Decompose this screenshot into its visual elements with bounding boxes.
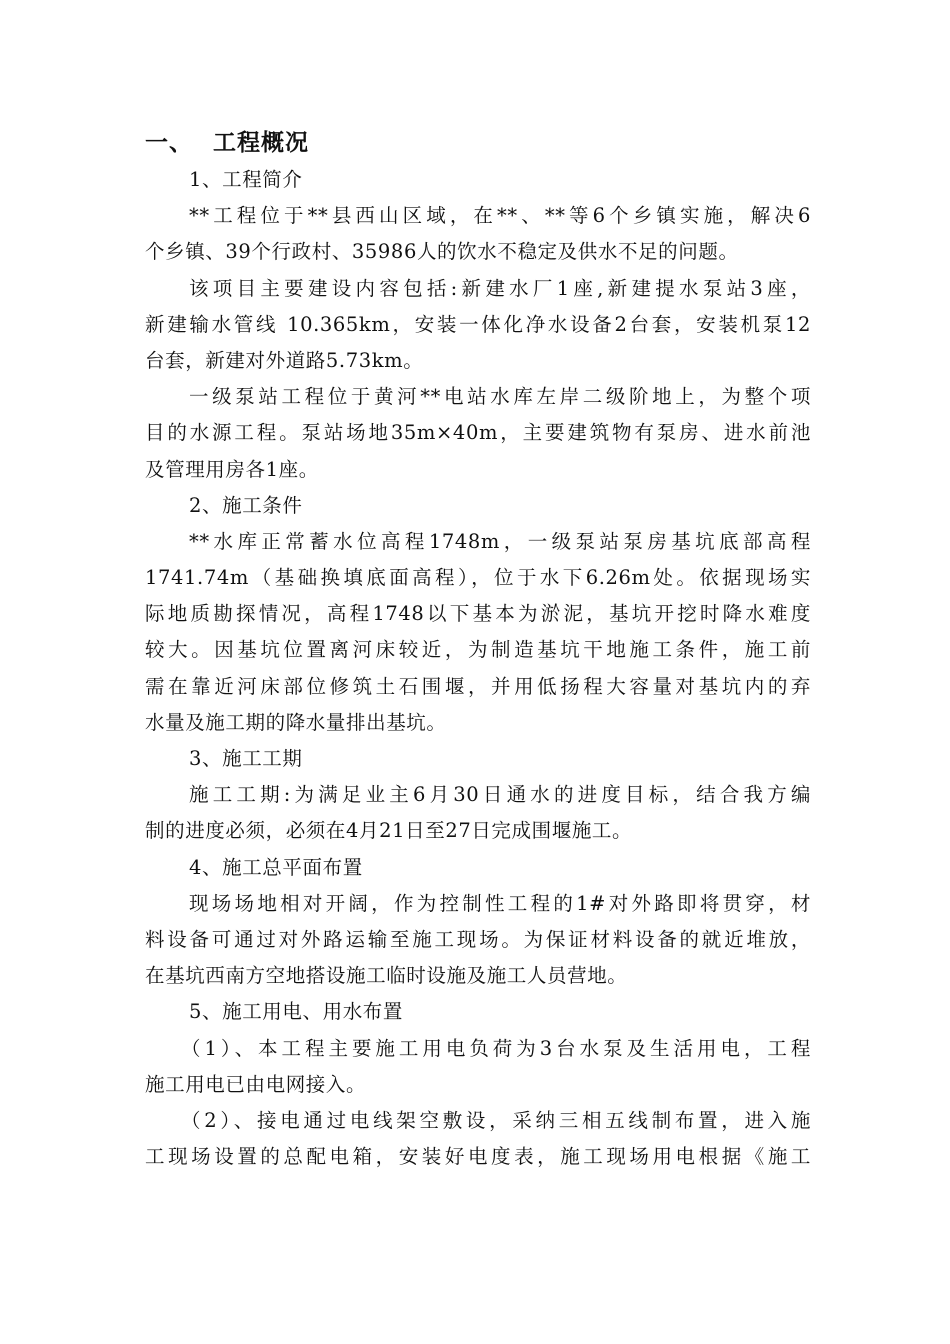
paragraph-period: [145, 777, 811, 849]
text-line: 施工工期:为满足业主6月30日通水的进度目标，结合我方编: [189, 783, 811, 807]
text-line: 1、工程简介: [189, 168, 303, 191]
text-line: 际地质勘探情况，高程1748以下基本为淤泥，基坑开挖时降水难度: [145, 602, 811, 626]
text-line: 新建输水管线 10.365km，安装一体化净水设备2台套，安装机泵12: [145, 312, 811, 336]
paragraph-conditions: [145, 524, 811, 741]
text-line: 需在靠近河床部位修筑土石围堰，并用低扬程大容量对基坑内的弃: [145, 674, 811, 698]
text-line: 施工用电已由电网接入。: [145, 1072, 367, 1096]
text-line: 3、施工工期: [189, 747, 303, 770]
subheading-power-water: [145, 994, 811, 1030]
subheading-project-intro: [145, 162, 811, 198]
text-line: 该项目主要建设内容包括:新建水厂1座,新建提水泵站3座，: [189, 276, 811, 300]
text-line: **工程位于**县西山区域，在**、**等6个乡镇实施，解决6: [189, 204, 811, 228]
text-line: 及管理用房各1座。: [145, 457, 319, 481]
section-heading: [145, 124, 811, 162]
paragraph-power-wiring: [145, 1103, 811, 1175]
document-body: [145, 124, 811, 1175]
text-line: 4、施工总平面布置: [189, 855, 363, 879]
text-line: 1741.74m（基础换填底面高程），位于水下6.26m处。依据现场实: [145, 566, 811, 590]
text-line: 现场场地相对开阔，作为控制性工程的1#对外路即将贯穿，材: [189, 891, 811, 915]
heading-number: 一、: [145, 130, 193, 156]
text-line: 5、施工用电、用水布置: [189, 1000, 404, 1024]
paragraph-project-location: [145, 198, 811, 270]
text-line: 水量及施工期的降水量排出基坑。: [145, 710, 447, 734]
text-line: 台套，新建对外道路5.73km。: [145, 348, 424, 372]
text-line: 2、施工条件: [189, 493, 303, 517]
heading-title: 工程概况: [213, 130, 309, 156]
text-line: 工现场设置的总配电箱，安装好电度表，施工现场用电根据《施工: [145, 1145, 811, 1169]
text-line: 在基坑西南方空地搭设施工临时设施及施工人员营地。: [145, 964, 628, 988]
text-line: 一级泵站工程位于黄河**电站水库左岸二级阶地上，为整个项: [189, 385, 811, 409]
text-line: 目的水源工程。泵站场地35m×40m，主要建筑物有泵房、进水前池: [145, 421, 811, 445]
text-line: 制的进度必须，必须在4月21日至27日完成围堰施工。: [145, 819, 633, 843]
paragraph-construction-content: [145, 271, 811, 380]
text-line: 较大。因基坑位置离河床较近，为制造基坑干地施工条件，施工前: [145, 638, 811, 662]
text-line: （1）、本工程主要施工用电负荷为3台水泵及生活用电，工程: [181, 1036, 811, 1060]
subheading-site-layout: [145, 850, 811, 886]
subheading-construction-period: [145, 741, 811, 777]
text-line: **水库正常蓄水位高程1748m，一级泵站泵房基坑底部高程: [189, 529, 811, 553]
paragraph-pump-station: [145, 379, 811, 488]
text-line: （2）、接电通过电线架空敷设，采纳三相五线制布置，进入施: [181, 1108, 811, 1132]
paragraph-site-layout: [145, 886, 811, 995]
text-line: 料设备可通过对外路运输至施工现场。为保证材料设备的就近堆放，: [145, 927, 811, 951]
subheading-construction-conditions: [145, 488, 811, 524]
text-line: 个乡镇、39个行政村、35986人的饮水不稳定及供水不足的问题。: [145, 240, 739, 264]
paragraph-power-load: [145, 1031, 811, 1103]
